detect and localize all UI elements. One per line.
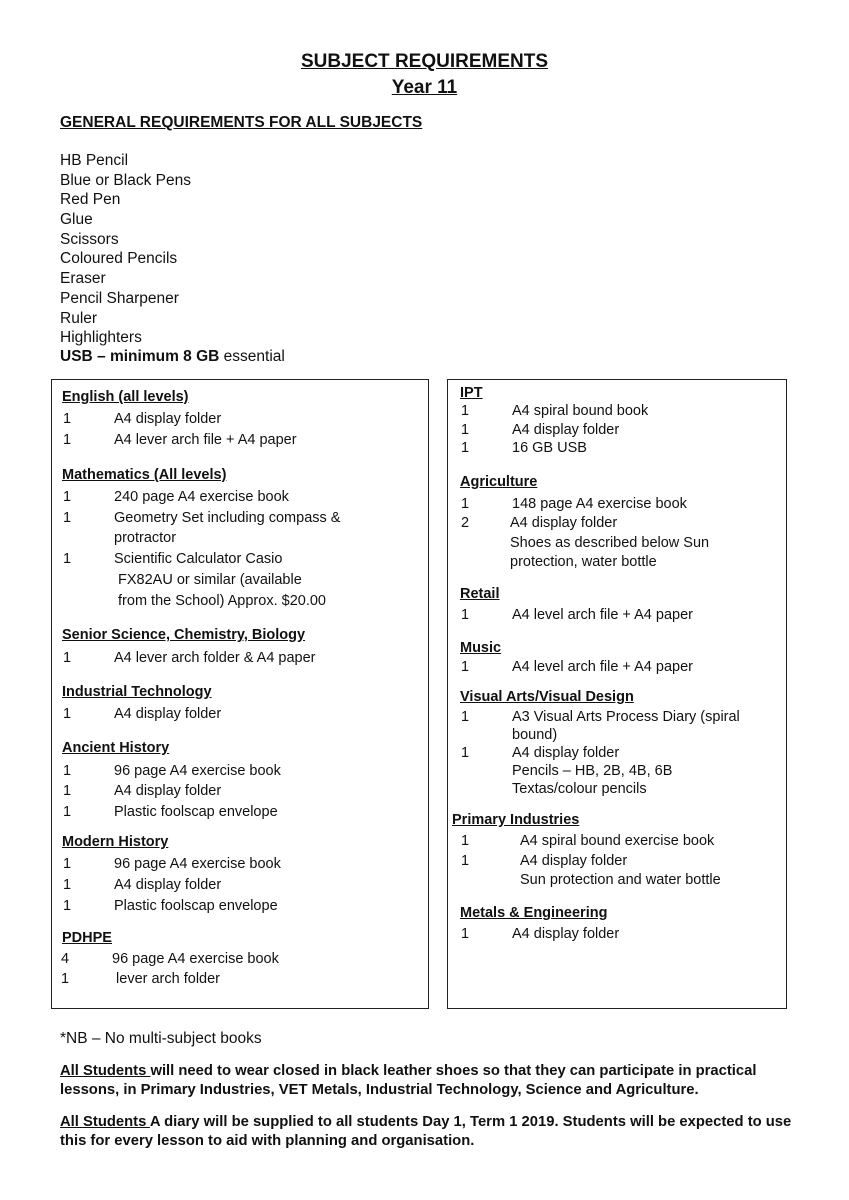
row-desc: A4 display folder <box>520 853 628 869</box>
row-desc: A4 display folder <box>114 706 222 722</box>
general-requirements-list <box>60 151 191 348</box>
subject-heading-ipt: IPT <box>460 385 483 401</box>
row-desc: 96 page A4 exercise book <box>114 856 281 872</box>
usb-requirement-rest: essential <box>219 348 285 365</box>
list-item: Coloured Pencils <box>60 250 178 268</box>
row-desc: protection, water bottle <box>510 554 657 570</box>
row-desc: Pencils – HB, 2B, 4B, 6B <box>512 763 673 779</box>
subject-heading-science: Senior Science, Chemistry, Biology <box>62 627 306 643</box>
list-item: Ruler <box>60 309 98 327</box>
list-item: Highlighters <box>60 329 142 347</box>
row-qty: 1 <box>63 783 72 799</box>
usb-requirement <box>60 347 285 367</box>
row-desc: Shoes as described below Sun <box>510 535 710 551</box>
list-item: Eraser <box>60 270 106 288</box>
row-desc: A4 display folder <box>114 411 222 427</box>
subject-heading-retail: Retail <box>460 586 500 602</box>
row-qty: 1 <box>461 422 470 438</box>
subject-heading-ancient-history: Ancient History <box>62 740 170 756</box>
row-desc: A4 display folder <box>114 877 222 893</box>
row-qty: 1 <box>63 804 72 820</box>
row-qty: 1 <box>63 650 72 666</box>
subject-heading-mathematics: Mathematics (All levels) <box>62 467 227 483</box>
subject-heading-metals-engineering: Metals & Engineering <box>460 905 608 921</box>
row-desc: A4 spiral bound book <box>512 403 649 419</box>
diary-notice-lead: All Students <box>60 1114 150 1130</box>
subject-heading-industrial-technology: Industrial Technology <box>62 684 212 700</box>
row-desc: A4 display folder <box>512 926 620 942</box>
row-desc: A4 spiral bound exercise book <box>520 833 715 849</box>
row-desc: Scientific Calculator Casio <box>114 551 283 567</box>
row-desc: Plastic foolscap envelope <box>114 898 278 914</box>
row-desc: 96 page A4 exercise book <box>114 763 281 779</box>
row-desc: Plastic foolscap envelope <box>114 804 278 820</box>
row-qty: 1 <box>63 551 72 567</box>
page-subtitle: Year 11 <box>391 77 458 98</box>
row-qty: 1 <box>461 403 470 419</box>
row-qty: 1 <box>461 659 470 675</box>
row-desc: A4 display folder <box>512 422 620 438</box>
list-item: Glue <box>60 211 93 229</box>
row-qty: 2 <box>461 515 470 531</box>
list-item: Red Pen <box>60 191 121 209</box>
row-qty: 1 <box>63 411 72 427</box>
row-desc: A4 lever arch file + A4 paper <box>114 432 297 448</box>
shoes-notice-lead: All Students <box>60 1063 151 1079</box>
subject-heading-modern-history: Modern History <box>62 834 169 850</box>
subject-heading-primary-industries: Primary Industries <box>452 812 580 828</box>
nb-note: *NB – No multi-subject books <box>60 1030 262 1047</box>
row-qty: 1 <box>461 833 470 849</box>
row-qty: 1 <box>63 432 72 448</box>
row-desc: Geometry Set including compass & <box>114 510 341 526</box>
diary-notice-text: A diary will be supplied to all students Day 1, Term 1 2019. Students will be expected to use this for every lesson to aid with planning and organisation. <box>60 1114 792 1149</box>
row-desc: A4 display folder <box>510 515 618 531</box>
subject-heading-pdhpe: PDHPE <box>62 930 112 946</box>
row-qty: 1 <box>63 706 72 722</box>
row-desc: Sun protection and water bottle <box>520 872 721 888</box>
subject-heading-visual-arts: Visual Arts/Visual Design <box>460 689 634 705</box>
row-qty: 1 <box>461 496 470 512</box>
row-qty: 1 <box>63 510 72 526</box>
page-title: SUBJECT REQUIREMENTS <box>300 51 549 72</box>
row-qty: 1 <box>461 709 470 725</box>
row-desc: from the School) Approx. $20.00 <box>114 593 326 609</box>
row-qty: 1 <box>63 763 72 779</box>
row-qty: 1 <box>461 440 470 456</box>
row-desc: Textas/colour pencils <box>512 781 647 797</box>
usb-requirement-bold: USB – minimum 8 GB <box>60 348 220 365</box>
row-qty: 1 <box>461 926 470 942</box>
row-qty: 4 <box>61 951 70 967</box>
row-qty: 1 <box>63 877 72 893</box>
shoes-notice <box>60 1062 800 1100</box>
general-requirements-heading: GENERAL REQUIREMENTS FOR ALL SUBJECTS <box>60 114 423 131</box>
subject-heading-english: English (all levels) <box>62 389 189 405</box>
row-desc: 148 page A4 exercise book <box>512 496 687 512</box>
list-item: Pencil Sharpener <box>60 289 179 307</box>
row-qty: 1 <box>63 856 72 872</box>
row-qty: 1 <box>63 898 72 914</box>
row-qty: 1 <box>461 853 470 869</box>
row-desc: A4 display folder <box>512 745 620 761</box>
row-desc: A4 lever arch folder & A4 paper <box>114 650 316 666</box>
subject-heading-agriculture: Agriculture <box>460 474 538 490</box>
row-desc: lever arch folder <box>112 971 220 987</box>
row-desc: FX82AU or similar (available <box>114 572 302 588</box>
row-qty: 1 <box>63 489 72 505</box>
row-desc: A4 level arch file + A4 paper <box>512 607 693 623</box>
list-item: Scissors <box>60 230 119 248</box>
diary-notice <box>60 1113 800 1151</box>
row-qty: 1 <box>61 971 70 987</box>
row-qty: 1 <box>461 607 470 623</box>
row-desc: A4 display folder <box>114 783 222 799</box>
row-qty: 1 <box>461 745 470 761</box>
row-desc: A4 level arch file + A4 paper <box>512 659 693 675</box>
subject-heading-music: Music <box>460 640 502 656</box>
row-desc: protractor <box>114 530 177 546</box>
row-desc: 96 page A4 exercise book <box>112 951 279 967</box>
row-desc: 240 page A4 exercise book <box>114 489 289 505</box>
row-desc: 16 GB USB <box>512 440 587 456</box>
shoes-notice-text: will need to wear closed in black leather shoes so that they can participate in practical lessons, in Primary Industries, VET Metals, Industrial Technology, Science and Agriculture. <box>60 1063 757 1098</box>
list-item: HB Pencil <box>60 152 129 169</box>
row-desc: bound) <box>512 727 558 743</box>
list-item: Blue or Black Pens <box>60 171 191 189</box>
row-desc: A3 Visual Arts Process Diary (spiral <box>512 709 740 725</box>
